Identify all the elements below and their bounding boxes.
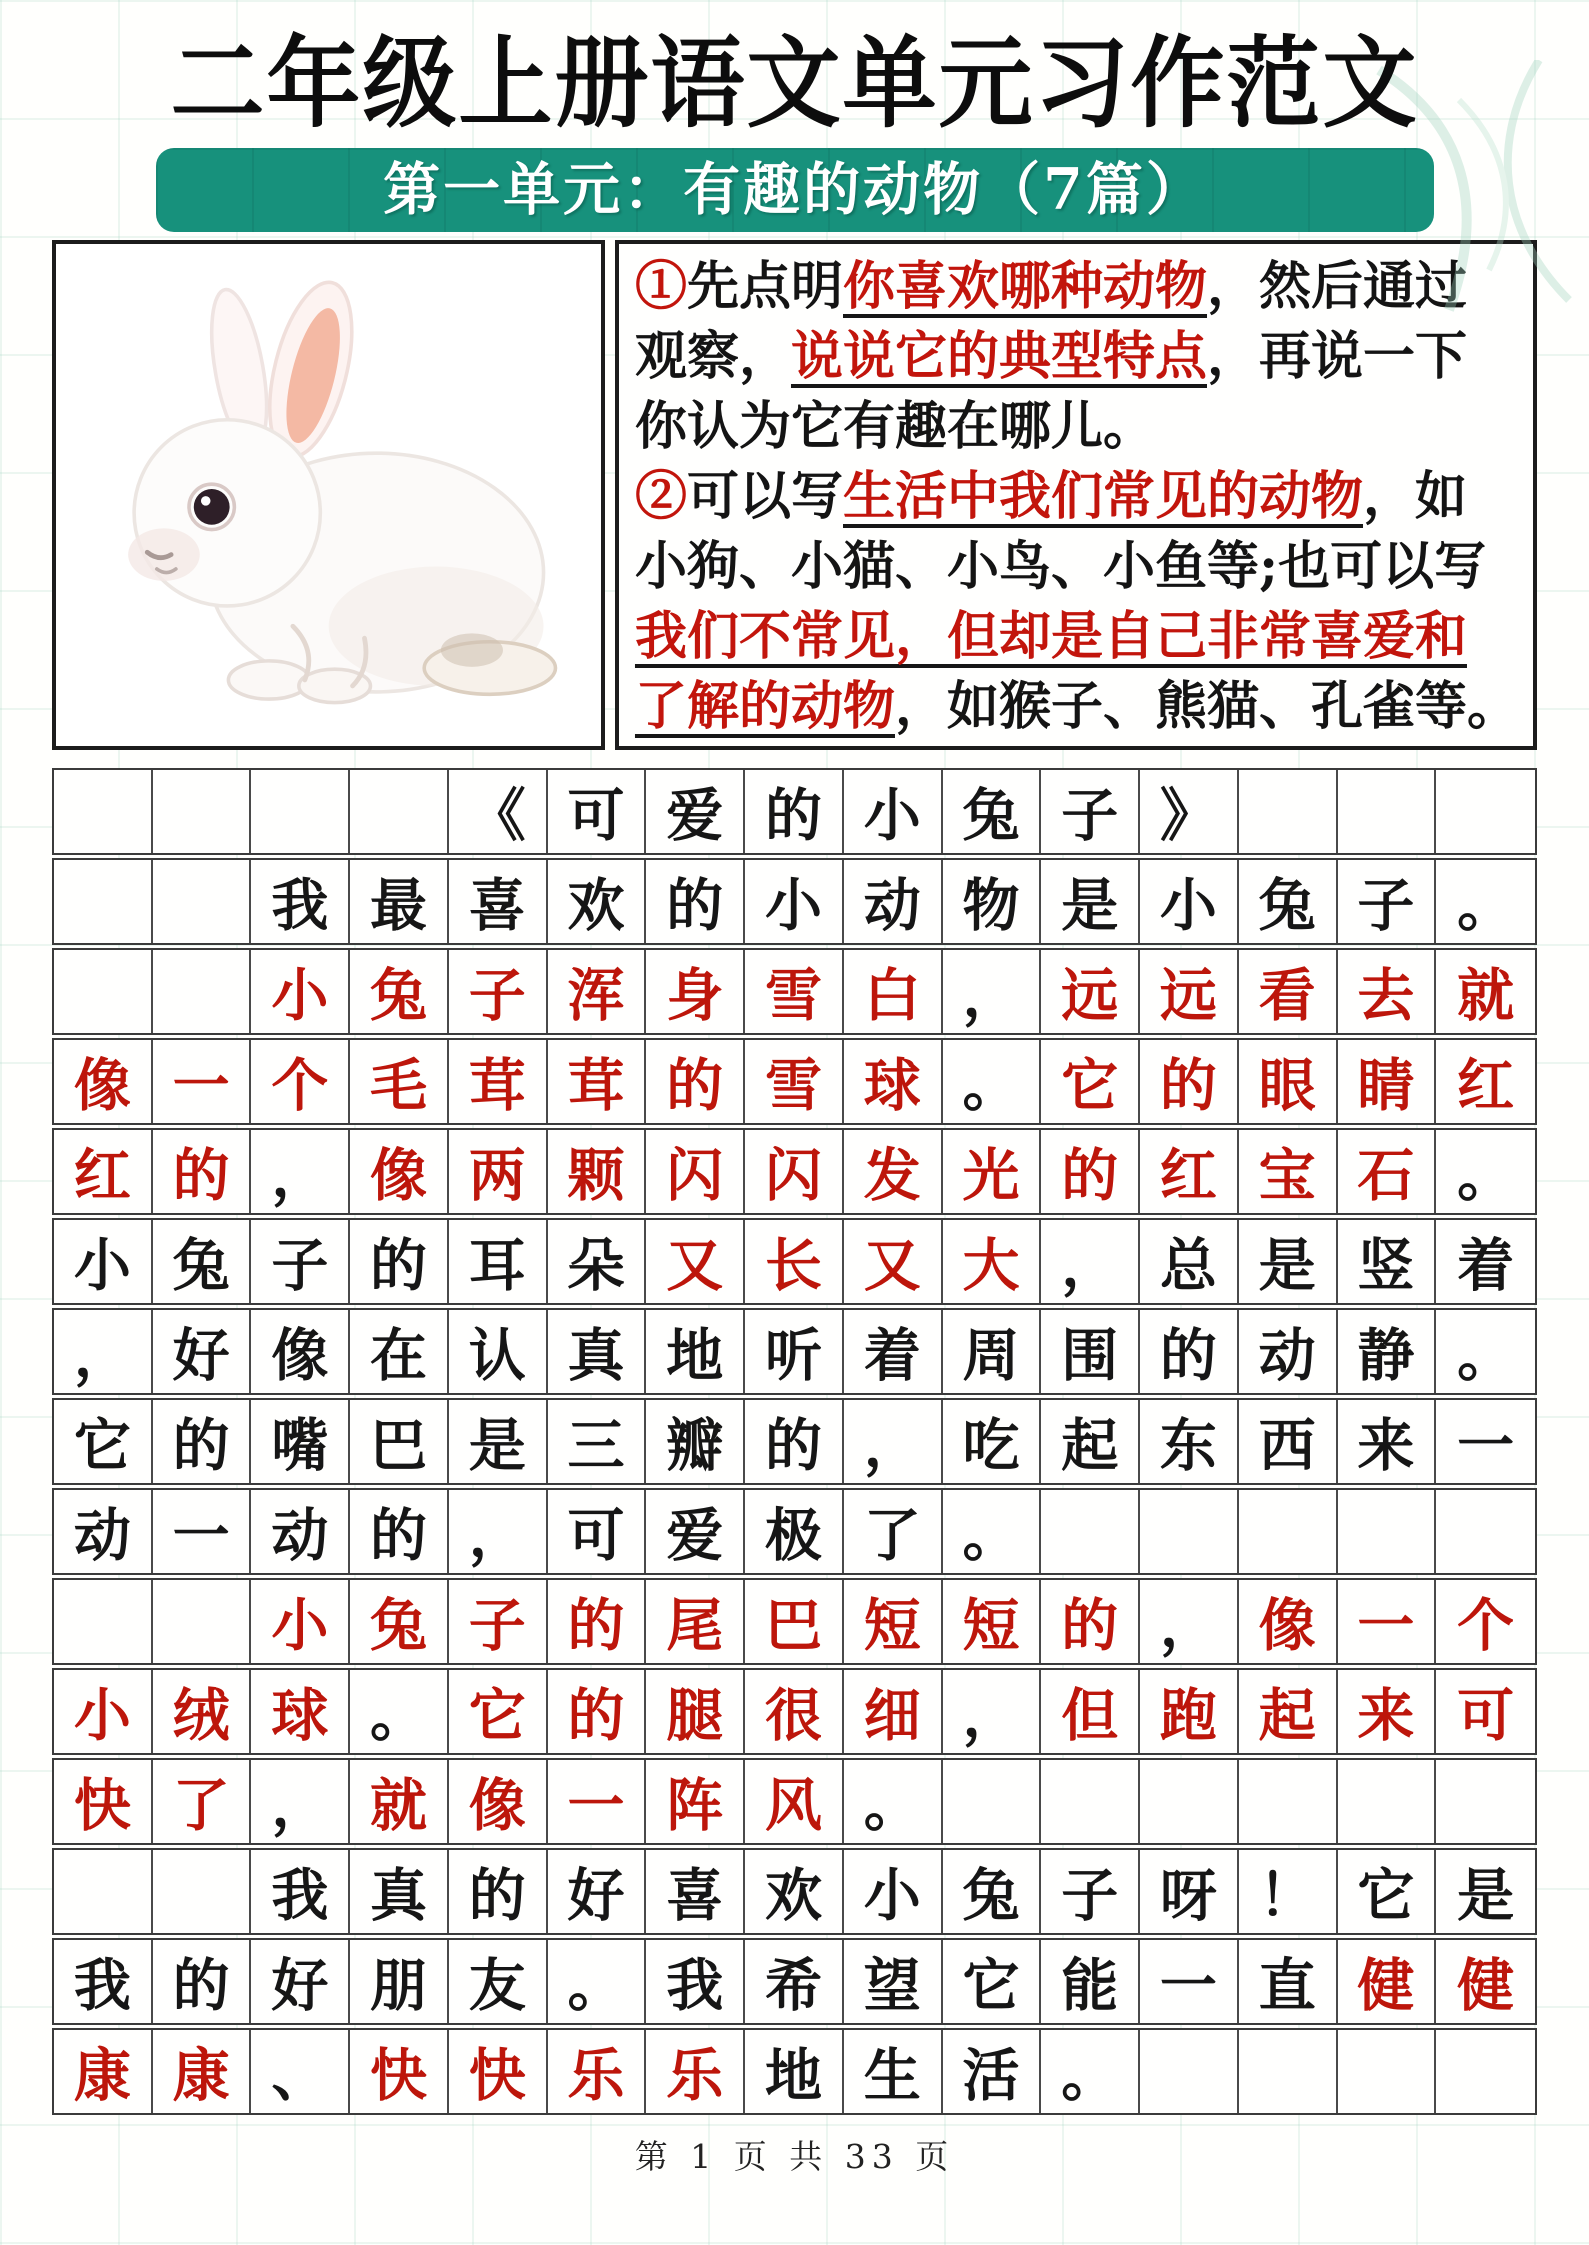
instruction-line [635, 672, 1519, 742]
essay-cell: 听 [745, 1310, 844, 1393]
essay-cell: 石 [1338, 1130, 1437, 1213]
essay-cell: 的 [745, 1400, 844, 1483]
essay-cell: 短 [844, 1580, 943, 1663]
essay-cell: 是 [1041, 860, 1140, 943]
essay-cell: 朵 [548, 1220, 647, 1303]
essay-cell [153, 1850, 252, 1933]
essay-cell: 着 [844, 1310, 943, 1393]
instruction-line [635, 252, 1519, 322]
instruction-box [615, 240, 1537, 750]
essay-cell: 兔 [350, 1580, 449, 1663]
essay-cell [1140, 2030, 1239, 2113]
essay-cell: 三 [548, 1400, 647, 1483]
instruction-segment: 观察， [634, 325, 791, 387]
instruction-line [635, 602, 1519, 672]
essay-cell: 兔 [943, 1850, 1042, 1933]
essay-cell: ， [449, 1490, 548, 1573]
essay-cell [1239, 1760, 1338, 1843]
essay-cell: 康 [54, 2030, 153, 2113]
essay-cell: 小 [844, 1850, 943, 1933]
essay-cell: 子 [449, 1580, 548, 1663]
essay-cell: 雪 [745, 1040, 844, 1123]
essay-cell: 发 [844, 1130, 943, 1213]
essay-cell: 眼 [1239, 1040, 1338, 1123]
essay-cell: 兔 [153, 1220, 252, 1303]
essay-cell: 吃 [943, 1400, 1042, 1483]
essay-cell: 直 [1239, 1940, 1338, 2023]
essay-cell: 闪 [745, 1130, 844, 1213]
instruction-segment: ，如 [1363, 465, 1468, 527]
essay-cell: 欢 [548, 860, 647, 943]
essay-cell: 小 [844, 770, 943, 853]
essay-cell: 《 [449, 770, 548, 853]
essay-cell: 我 [54, 1940, 153, 2023]
essay-cell [153, 770, 252, 853]
essay-cell: 动 [251, 1490, 350, 1573]
essay-cell: 可 [548, 1490, 647, 1573]
essay-cell: 球 [844, 1040, 943, 1123]
instruction-segment: 说说它的典型特点 [790, 325, 1207, 387]
essay-cell: 可 [548, 770, 647, 853]
essay-cell: 的 [153, 1940, 252, 2023]
essay-cell: 它 [449, 1670, 548, 1753]
essay-cell: ！ [1239, 1850, 1338, 1933]
essay-cell: 子 [1041, 770, 1140, 853]
essay-cell: 的 [153, 1400, 252, 1483]
essay-cell: 的 [449, 1850, 548, 1933]
essay-cell: 子 [251, 1220, 350, 1303]
essay-cell: ， [943, 1670, 1042, 1753]
essay-cell [1338, 2030, 1437, 2113]
instruction-segment: 可以写 [686, 465, 843, 527]
essay-cell: 是 [1239, 1220, 1338, 1303]
essay-cell [54, 1850, 153, 1933]
essay-cell: 活 [943, 2030, 1042, 2113]
page-number: 第 1 页 共 33 页 [634, 2136, 955, 2176]
essay-cell [1041, 1760, 1140, 1843]
essay-cell: 茸 [449, 1040, 548, 1123]
essay-cell: 嘴 [251, 1400, 350, 1483]
essay-cell: ， [1041, 1220, 1140, 1303]
essay-cell: 个 [251, 1040, 350, 1123]
essay-cell: 最 [350, 860, 449, 943]
essay-cell: 周 [943, 1310, 1042, 1393]
essay-cell: 。 [943, 1490, 1042, 1573]
essay-cell [54, 770, 153, 853]
essay-cell: 巴 [745, 1580, 844, 1663]
unit-banner: 第一单元：有趣的动物（7篇） [156, 148, 1434, 232]
essay-row [52, 1128, 1537, 1215]
essay-cell: 像 [251, 1310, 350, 1393]
essay-cell: 看 [1239, 950, 1338, 1033]
essay-cell: 围 [1041, 1310, 1140, 1393]
essay-cell: 又 [646, 1220, 745, 1303]
essay-cell: 来 [1338, 1400, 1437, 1483]
essay-cell: 好 [548, 1850, 647, 1933]
essay-cell: 的 [350, 1220, 449, 1303]
essay-cell: 球 [251, 1670, 350, 1753]
instruction-segment: 生活中我们常见的动物 [843, 465, 1364, 527]
essay-cell: 。 [844, 1760, 943, 1843]
essay-cell: 望 [844, 1940, 943, 2023]
essay-cell: 动 [844, 860, 943, 943]
essay-cell: 两 [449, 1130, 548, 1213]
essay-cell: 乐 [646, 2030, 745, 2113]
essay-cell: 地 [745, 2030, 844, 2113]
essay-cell: 快 [350, 2030, 449, 2113]
essay-cell: 红 [1140, 1130, 1239, 1213]
essay-cell: ， [1140, 1580, 1239, 1663]
essay-cell: 爱 [646, 770, 745, 853]
essay-cell: 认 [449, 1310, 548, 1393]
essay-cell: 我 [646, 1940, 745, 2023]
instruction-segment: 先点明 [686, 255, 843, 317]
essay-cell: 浑 [548, 950, 647, 1033]
essay-cell: 远 [1140, 950, 1239, 1033]
essay-cell [1041, 1490, 1140, 1573]
essay-cell [1140, 1490, 1239, 1573]
instruction-segment: 小狗、小猫、小鸟、小鱼等;也可以写 [634, 535, 1487, 597]
essay-cell [1239, 2030, 1338, 2113]
essay-cell: 细 [844, 1670, 943, 1753]
rabbit-photo-frame [52, 240, 605, 750]
essay-cell: 像 [1239, 1580, 1338, 1663]
essay-cell: 子 [1338, 860, 1437, 943]
essay-cell: ， [251, 1760, 350, 1843]
essay-cell: 像 [449, 1760, 548, 1843]
essay-cell: 去 [1338, 950, 1437, 1033]
essay-row [52, 1668, 1537, 1755]
essay-cell: 雪 [745, 950, 844, 1033]
essay-cell: 健 [1338, 1940, 1437, 2023]
essay-cell: 巴 [350, 1400, 449, 1483]
essay-cell: 一 [1338, 1580, 1437, 1663]
essay-cell: 像 [54, 1040, 153, 1123]
essay-cell: 康 [153, 2030, 252, 2113]
essay-cell: 静 [1338, 1310, 1437, 1393]
instruction-segment: ，然后通过 [1207, 255, 1468, 317]
essay-cell: 但 [1041, 1670, 1140, 1753]
essay-cell: 小 [745, 860, 844, 943]
essay-cell: 大 [943, 1220, 1042, 1303]
essay-cell: 动 [1239, 1310, 1338, 1393]
instruction-segment: 你认为它有趣在哪儿。 [634, 395, 1155, 457]
essay-cell: 很 [745, 1670, 844, 1753]
essay-cell: 光 [943, 1130, 1042, 1213]
essay-row [52, 2028, 1537, 2115]
essay-cell: 小 [251, 950, 350, 1033]
essay-cell: 喜 [449, 860, 548, 943]
instruction-segment: ② [634, 465, 687, 527]
essay-row [52, 948, 1537, 1035]
essay-cell: 极 [745, 1490, 844, 1573]
essay-cell: 的 [1140, 1040, 1239, 1123]
essay-row [52, 1938, 1537, 2025]
essay-cell [943, 1760, 1042, 1843]
page-title: 二年级上册语文单元习作范文 [170, 26, 1419, 142]
essay-cell: 东 [1140, 1400, 1239, 1483]
essay-cell: 毛 [350, 1040, 449, 1123]
instruction-line [635, 532, 1519, 602]
essay-cell: 快 [54, 1760, 153, 1843]
essay-cell: 的 [153, 1130, 252, 1213]
essay-cell: 兔 [1239, 860, 1338, 943]
essay-row [52, 1308, 1537, 1395]
essay-cell: 风 [745, 1760, 844, 1843]
essay-cell: ， [844, 1400, 943, 1483]
essay-cell [54, 1580, 153, 1663]
essay-cell: 着 [1457, 1232, 1515, 1299]
essay-cell: 是 [1457, 1862, 1515, 1929]
essay-cell: 闪 [646, 1130, 745, 1213]
essay-cell: 乐 [548, 2030, 647, 2113]
essay-cell [1239, 770, 1338, 853]
essay-cell: 。 [1041, 2030, 1140, 2113]
essay-cell: 的 [646, 1040, 745, 1123]
essay-cell: 物 [943, 860, 1042, 943]
essay-grid [52, 768, 1537, 2115]
essay-cell: 健 [1457, 1952, 1515, 2019]
essay-cell: 跑 [1140, 1670, 1239, 1753]
essay-cell: 爱 [646, 1490, 745, 1573]
essay-cell [251, 770, 350, 853]
essay-cell [1436, 1490, 1535, 1573]
essay-cell: 。 [943, 1040, 1042, 1123]
essay-cell: 小 [1140, 860, 1239, 943]
essay-cell [1338, 770, 1437, 853]
instruction-line [635, 322, 1519, 392]
essay-cell: 我 [251, 1850, 350, 1933]
rabbit-image [78, 259, 579, 731]
essay-cell: 白 [844, 950, 943, 1033]
essay-cell: 它 [1041, 1040, 1140, 1123]
essay-cell: 远 [1041, 950, 1140, 1033]
essay-cell: 快 [449, 2030, 548, 2113]
instruction-text [635, 252, 1519, 742]
essay-cell [153, 860, 252, 943]
essay-cell: 它 [54, 1400, 153, 1483]
essay-cell [54, 860, 153, 943]
essay-cell: ， [943, 950, 1042, 1033]
essay-cell: ， [54, 1310, 153, 1393]
essay-row [52, 858, 1537, 945]
essay-cell: 了 [844, 1490, 943, 1573]
essay-cell: 茸 [548, 1040, 647, 1123]
essay-cell: 的 [548, 1580, 647, 1663]
essay-cell: 的 [1041, 1580, 1140, 1663]
essay-cell: 瓣 [646, 1400, 745, 1483]
essay-cell: 了 [153, 1760, 252, 1843]
essay-cell: 身 [646, 950, 745, 1033]
instruction-line [635, 462, 1519, 532]
instruction-segment: ，如猴子、熊猫、孔雀等。 [894, 675, 1519, 737]
essay-cell: 它 [1338, 1850, 1437, 1933]
instruction-segment: ① [634, 255, 687, 317]
essay-cell [1338, 1490, 1437, 1573]
essay-row [52, 1218, 1537, 1305]
essay-cell: 、 [251, 2030, 350, 2113]
essay-cell: 的 [745, 770, 844, 853]
essay-cell: 友 [449, 1940, 548, 2023]
essay-cell: 》 [1140, 770, 1239, 853]
instruction-line [635, 392, 1519, 462]
essay-cell: 的 [350, 1490, 449, 1573]
essay-cell: 一 [1140, 1940, 1239, 2023]
essay-cell: 红 [1457, 1052, 1515, 1119]
essay-cell: 一 [1457, 1412, 1515, 1479]
essay-cell: 来 [1338, 1670, 1437, 1753]
essay-cell: 腿 [646, 1670, 745, 1753]
essay-row [52, 1578, 1537, 1665]
essay-cell: 生 [844, 2030, 943, 2113]
essay-cell: 兔 [943, 770, 1042, 853]
essay-cell: 。 [1457, 1142, 1515, 1209]
essay-cell: 个 [1457, 1592, 1515, 1659]
essay-cell: 颗 [548, 1130, 647, 1213]
intro-section [52, 240, 1537, 750]
essay-cell [1140, 1760, 1239, 1843]
essay-cell: 在 [350, 1310, 449, 1393]
essay-cell: 像 [350, 1130, 449, 1213]
essay-cell: 的 [646, 860, 745, 943]
essay-cell [350, 770, 449, 853]
essay-cell: 就 [1457, 962, 1515, 1029]
essay-cell: 动 [54, 1490, 153, 1573]
essay-cell: 真 [548, 1310, 647, 1393]
essay-cell: 好 [251, 1940, 350, 2023]
essay-cell: 子 [1041, 1850, 1140, 1933]
essay-cell: 它 [943, 1940, 1042, 2023]
essay-cell: 兔 [350, 950, 449, 1033]
instruction-segment: ，再说一下 [1207, 325, 1468, 387]
instruction-segment: 了解的动物 [634, 675, 895, 737]
essay-cell [153, 1580, 252, 1663]
essay-row [52, 1398, 1537, 1485]
essay-cell: 呀 [1140, 1850, 1239, 1933]
essay-cell [1436, 1760, 1535, 1843]
essay-cell: 。 [1457, 1322, 1515, 1389]
essay-cell: 小 [54, 1220, 153, 1303]
essay-row [52, 1038, 1537, 1125]
essay-cell: 。 [350, 1670, 449, 1753]
essay-cell: 短 [943, 1580, 1042, 1663]
essay-cell: 的 [1041, 1130, 1140, 1213]
essay-cell: 地 [646, 1310, 745, 1393]
essay-row [52, 768, 1537, 855]
essay-cell: 可 [1457, 1682, 1515, 1749]
essay-cell: 的 [548, 1670, 647, 1753]
instruction-segment: 我们不常见，但却是自己非常喜爱和 [634, 605, 1467, 667]
essay-row [52, 1488, 1537, 1575]
essay-cell: 绒 [153, 1670, 252, 1753]
essay-cell: 又 [844, 1220, 943, 1303]
essay-cell: 耳 [449, 1220, 548, 1303]
essay-cell: 我 [251, 860, 350, 943]
essay-cell [1436, 2030, 1535, 2113]
essay-cell: 希 [745, 1940, 844, 2023]
essay-cell [153, 950, 252, 1033]
essay-cell: 。 [1457, 872, 1515, 939]
essay-cell: 起 [1239, 1670, 1338, 1753]
essay-row [52, 1758, 1537, 1845]
instruction-segment: 你喜欢哪种动物 [843, 255, 1208, 317]
essay-cell: 的 [1140, 1310, 1239, 1393]
essay-cell: 就 [350, 1760, 449, 1843]
essay-cell: 红 [54, 1130, 153, 1213]
essay-cell: 尾 [646, 1580, 745, 1663]
essay-cell: 总 [1140, 1220, 1239, 1303]
essay-cell: 宝 [1239, 1130, 1338, 1213]
essay-cell: 能 [1041, 1940, 1140, 2023]
essay-cell: 一 [548, 1760, 647, 1843]
essay-cell [1436, 770, 1535, 853]
essay-cell: 好 [153, 1310, 252, 1393]
essay-cell: 小 [251, 1580, 350, 1663]
essay-cell: 长 [745, 1220, 844, 1303]
essay-cell: 一 [153, 1490, 252, 1573]
essay-cell: 起 [1041, 1400, 1140, 1483]
essay-row [52, 1848, 1537, 1935]
essay-cell: ， [251, 1130, 350, 1213]
essay-cell: 。 [548, 1940, 647, 2023]
essay-cell: 是 [449, 1400, 548, 1483]
essay-cell: 朋 [350, 1940, 449, 2023]
essay-cell: 西 [1239, 1400, 1338, 1483]
essay-cell: 睛 [1338, 1040, 1437, 1123]
essay-cell: 一 [153, 1040, 252, 1123]
essay-cell: 子 [449, 950, 548, 1033]
essay-cell: 竖 [1338, 1220, 1437, 1303]
essay-cell: 真 [350, 1850, 449, 1933]
essay-cell [1239, 1490, 1338, 1573]
essay-cell: 小 [54, 1670, 153, 1753]
essay-cell: 阵 [646, 1760, 745, 1843]
essay-cell [54, 950, 153, 1033]
essay-cell [1338, 1760, 1437, 1843]
essay-cell: 欢 [745, 1850, 844, 1933]
essay-cell: 喜 [646, 1850, 745, 1933]
